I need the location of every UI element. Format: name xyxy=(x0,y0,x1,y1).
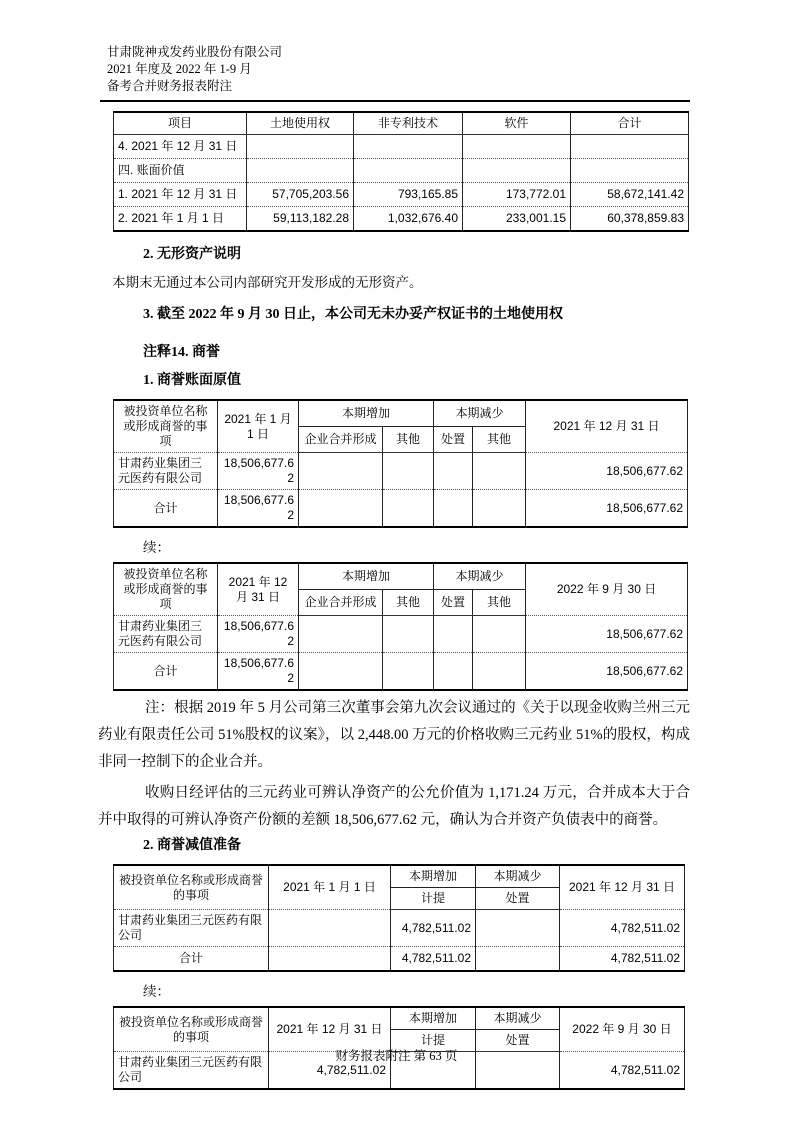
cell-closing: 18,506,677.62 xyxy=(526,616,688,653)
cell-disposal xyxy=(476,947,560,972)
cell-software: 233,001.15 xyxy=(463,207,571,232)
report-period: 2021 年度及 2022 年 1-9 月 xyxy=(107,62,252,76)
cell-dec1 xyxy=(434,453,473,490)
col-header-disposal: 处置 xyxy=(434,427,473,453)
goodwill-header-row-1 xyxy=(114,563,688,590)
col-header-total: 合计 xyxy=(571,112,689,135)
col-header-other-dec: 其他 xyxy=(473,427,526,453)
row-label: 1. 2021 年 12 月 31 日 xyxy=(114,183,247,207)
cell-opening: 18,506,677.62 xyxy=(218,453,299,490)
col-header-opening: 2021 年 1 月 1 日 xyxy=(218,400,299,453)
col-header-disposal: 处置 xyxy=(476,1030,560,1052)
cell-closing: 18,506,677.62 xyxy=(526,453,688,490)
col-group-decrease: 本期减少 xyxy=(476,1007,560,1030)
cell-land xyxy=(247,159,354,183)
goodwill-cost-table-2022 xyxy=(113,562,688,691)
col-header-closing: 2022 年 9 月 30 日 xyxy=(560,1007,685,1052)
cell-dec1 xyxy=(434,490,473,528)
cell-inc2 xyxy=(383,616,434,653)
table-row xyxy=(114,453,688,490)
goodwill-note-paragraph-2: 收购日经评估的三元药业可辨认净资产的公允价值为 1,171.24 万元，合并成本大于合并中取得的可辨认净资产份额的差额 18,506,677.62 元，确认为合并资产负债表中的商誉。 xyxy=(98,785,690,828)
col-header-opening: 2021 年 12 月 31 日 xyxy=(218,563,299,616)
cell-tech xyxy=(354,135,463,159)
section-title-intangible-desc: 2. 无形资产说明 xyxy=(143,247,241,262)
cell-entity: 甘肃药业集团三元医药有限公司 xyxy=(114,453,218,490)
col-header-other-inc: 其他 xyxy=(383,427,434,453)
cell-entity: 甘肃药业集团三元医药有限公司 xyxy=(114,616,218,653)
cell-entity: 甘肃药业集团三元医药有限公司 xyxy=(114,910,269,947)
cell-provision: 4,782,511.02 xyxy=(391,910,476,947)
page-footer: 财务报表附注 第 63 页 xyxy=(335,1049,458,1063)
cell-dec1 xyxy=(434,616,473,653)
cell-inc2 xyxy=(383,653,434,691)
cell-entity: 甘肃药业集团三元医药有限公司 xyxy=(114,1052,269,1090)
cell-inc2 xyxy=(383,453,434,490)
cell-inc2 xyxy=(383,490,434,528)
impairment-header-row-1 xyxy=(114,865,685,888)
cell-opening xyxy=(269,947,391,972)
cell-land: 59,113,182.28 xyxy=(247,207,354,232)
cell-closing: 18,506,677.62 xyxy=(526,653,688,691)
cell-closing: 4,782,511.02 xyxy=(560,1052,685,1090)
cell-provision: 4,782,511.02 xyxy=(391,947,476,972)
impairment-header-row-1 xyxy=(114,1007,685,1030)
cell-closing: 4,782,511.02 xyxy=(560,947,685,972)
document-title: 备考合并财务报表附注 xyxy=(107,79,233,93)
cell-opening: 4,782,511.02 xyxy=(269,1052,391,1090)
cell-total xyxy=(571,159,689,183)
total-row xyxy=(114,653,688,691)
col-group-decrease: 本期减少 xyxy=(434,400,526,427)
cell-inc1 xyxy=(299,616,383,653)
row-label: 2. 2021 年 1 月 1 日 xyxy=(114,207,247,232)
col-header-other-dec: 其他 xyxy=(473,590,526,616)
table-row xyxy=(114,135,689,159)
row-label: 四. 账面价值 xyxy=(114,159,247,183)
cell-opening xyxy=(269,910,391,947)
cell-land xyxy=(247,135,354,159)
cell-tech xyxy=(354,159,463,183)
col-group-decrease: 本期减少 xyxy=(434,563,526,590)
col-header-merger-formed: 企业合并形成 xyxy=(299,427,383,453)
total-row xyxy=(114,490,688,528)
cell-opening: 18,506,677.62 xyxy=(218,616,299,653)
col-header-entity: 被投资单位名称或形成商誉的事项 xyxy=(114,563,218,616)
goodwill-cost-table-2021 xyxy=(113,399,688,528)
col-group-increase: 本期增加 xyxy=(391,1007,476,1030)
col-group-increase: 本期增加 xyxy=(391,865,476,888)
total-row xyxy=(114,947,685,972)
col-header-entity: 被投资单位名称或形成商誉的事项 xyxy=(114,1007,269,1052)
col-header-entity: 被投资单位名称或形成商誉的事项 xyxy=(114,865,269,910)
cell-entity: 合计 xyxy=(114,947,269,972)
row-label: 4. 2021 年 12 月 31 日 xyxy=(114,135,247,159)
intangible-header-row xyxy=(114,112,689,135)
col-header-nonpatent-tech: 非专利技术 xyxy=(354,112,463,135)
cell-total xyxy=(571,135,689,159)
col-header-entity: 被投资单位名称或形成商誉的事项 xyxy=(114,400,218,453)
cell-entity: 合计 xyxy=(114,490,218,528)
table-row xyxy=(114,616,688,653)
col-header-disposal: 处置 xyxy=(434,590,473,616)
cell-software xyxy=(463,135,571,159)
goodwill-impairment-title: 2. 商誉减值准备 xyxy=(143,838,241,853)
goodwill-note-paragraph-1: 注：根据 2019 年 5 月公司第三次董事会第九次会议通过的《关于以现金收购兰州三元药业有限责任公司 51%股权的议案》，以 2,448.00 万元的价格收购三元药业 51%的股权，构成非同一控制下的企业合并。 xyxy=(98,700,690,770)
cell-dec2 xyxy=(473,653,526,691)
col-header-closing: 2021 年 12 月 31 日 xyxy=(526,400,688,453)
cell-inc1 xyxy=(299,453,383,490)
continued-label: 续： xyxy=(143,540,170,555)
intangible-desc-body: 本期末无通过本公司内部研究开发形成的无形资产。 xyxy=(112,275,423,290)
goodwill-impairment-table-2021 xyxy=(113,864,685,972)
col-header-opening: 2021 年 12 月 31 日 xyxy=(269,1007,391,1052)
col-header-item: 项目 xyxy=(114,112,247,135)
col-header-disposal: 处置 xyxy=(476,888,560,910)
col-header-land-use-right: 土地使用权 xyxy=(247,112,354,135)
cell-dec1 xyxy=(434,653,473,691)
table-row xyxy=(114,910,685,947)
col-group-increase: 本期增加 xyxy=(299,563,434,590)
table-row xyxy=(114,159,689,183)
cell-inc1 xyxy=(299,653,383,691)
col-header-closing: 2021 年 12 月 31 日 xyxy=(560,865,685,910)
col-header-software: 软件 xyxy=(463,112,571,135)
cell-dec2 xyxy=(473,453,526,490)
col-header-provision: 计提 xyxy=(391,888,476,910)
col-header-opening: 2021 年 1 月 1 日 xyxy=(269,865,391,910)
col-header-provision: 计提 xyxy=(391,1030,476,1052)
col-group-increase: 本期增加 xyxy=(299,400,434,427)
col-group-decrease: 本期减少 xyxy=(476,865,560,888)
cell-dec2 xyxy=(473,616,526,653)
cell-disposal xyxy=(476,910,560,947)
cell-software: 173,772.01 xyxy=(463,183,571,207)
cell-closing: 4,782,511.02 xyxy=(560,910,685,947)
cell-inc1 xyxy=(299,490,383,528)
cell-tech: 793,165.85 xyxy=(354,183,463,207)
col-header-other-inc: 其他 xyxy=(383,590,434,616)
goodwill-cost-title: 1. 商誉账面原值 xyxy=(143,373,241,388)
cell-opening: 18,506,677.62 xyxy=(218,653,299,691)
cell-entity: 合计 xyxy=(114,653,218,691)
note14-title: 注释14. 商誉 xyxy=(143,345,220,360)
cell-total: 58,672,141.42 xyxy=(571,183,689,207)
cell-total: 60,378,859.83 xyxy=(571,207,689,232)
col-header-closing: 2022 年 9 月 30 日 xyxy=(526,563,688,616)
cell-closing: 18,506,677.62 xyxy=(526,490,688,528)
continued-label: 续： xyxy=(143,984,170,999)
cell-software xyxy=(463,159,571,183)
cell-land: 57,705,203.56 xyxy=(247,183,354,207)
col-header-merger-formed: 企业合并形成 xyxy=(299,590,383,616)
goodwill-header-row-1 xyxy=(114,400,688,427)
intangible-assets-table xyxy=(113,111,689,232)
cell-dec2 xyxy=(473,490,526,528)
table-row xyxy=(114,183,689,207)
cell-tech: 1,032,676.40 xyxy=(354,207,463,232)
section-title-land-cert: 3. 截至 2022 年 9 月 30 日止，本公司无未办妥产权证书的土地使用权 xyxy=(143,307,563,322)
company-name: 甘肃陇神戎发药业股份有限公司 xyxy=(107,45,283,59)
document-header xyxy=(100,44,690,102)
cell-opening: 18,506,677.62 xyxy=(218,490,299,528)
table-row xyxy=(114,207,689,232)
